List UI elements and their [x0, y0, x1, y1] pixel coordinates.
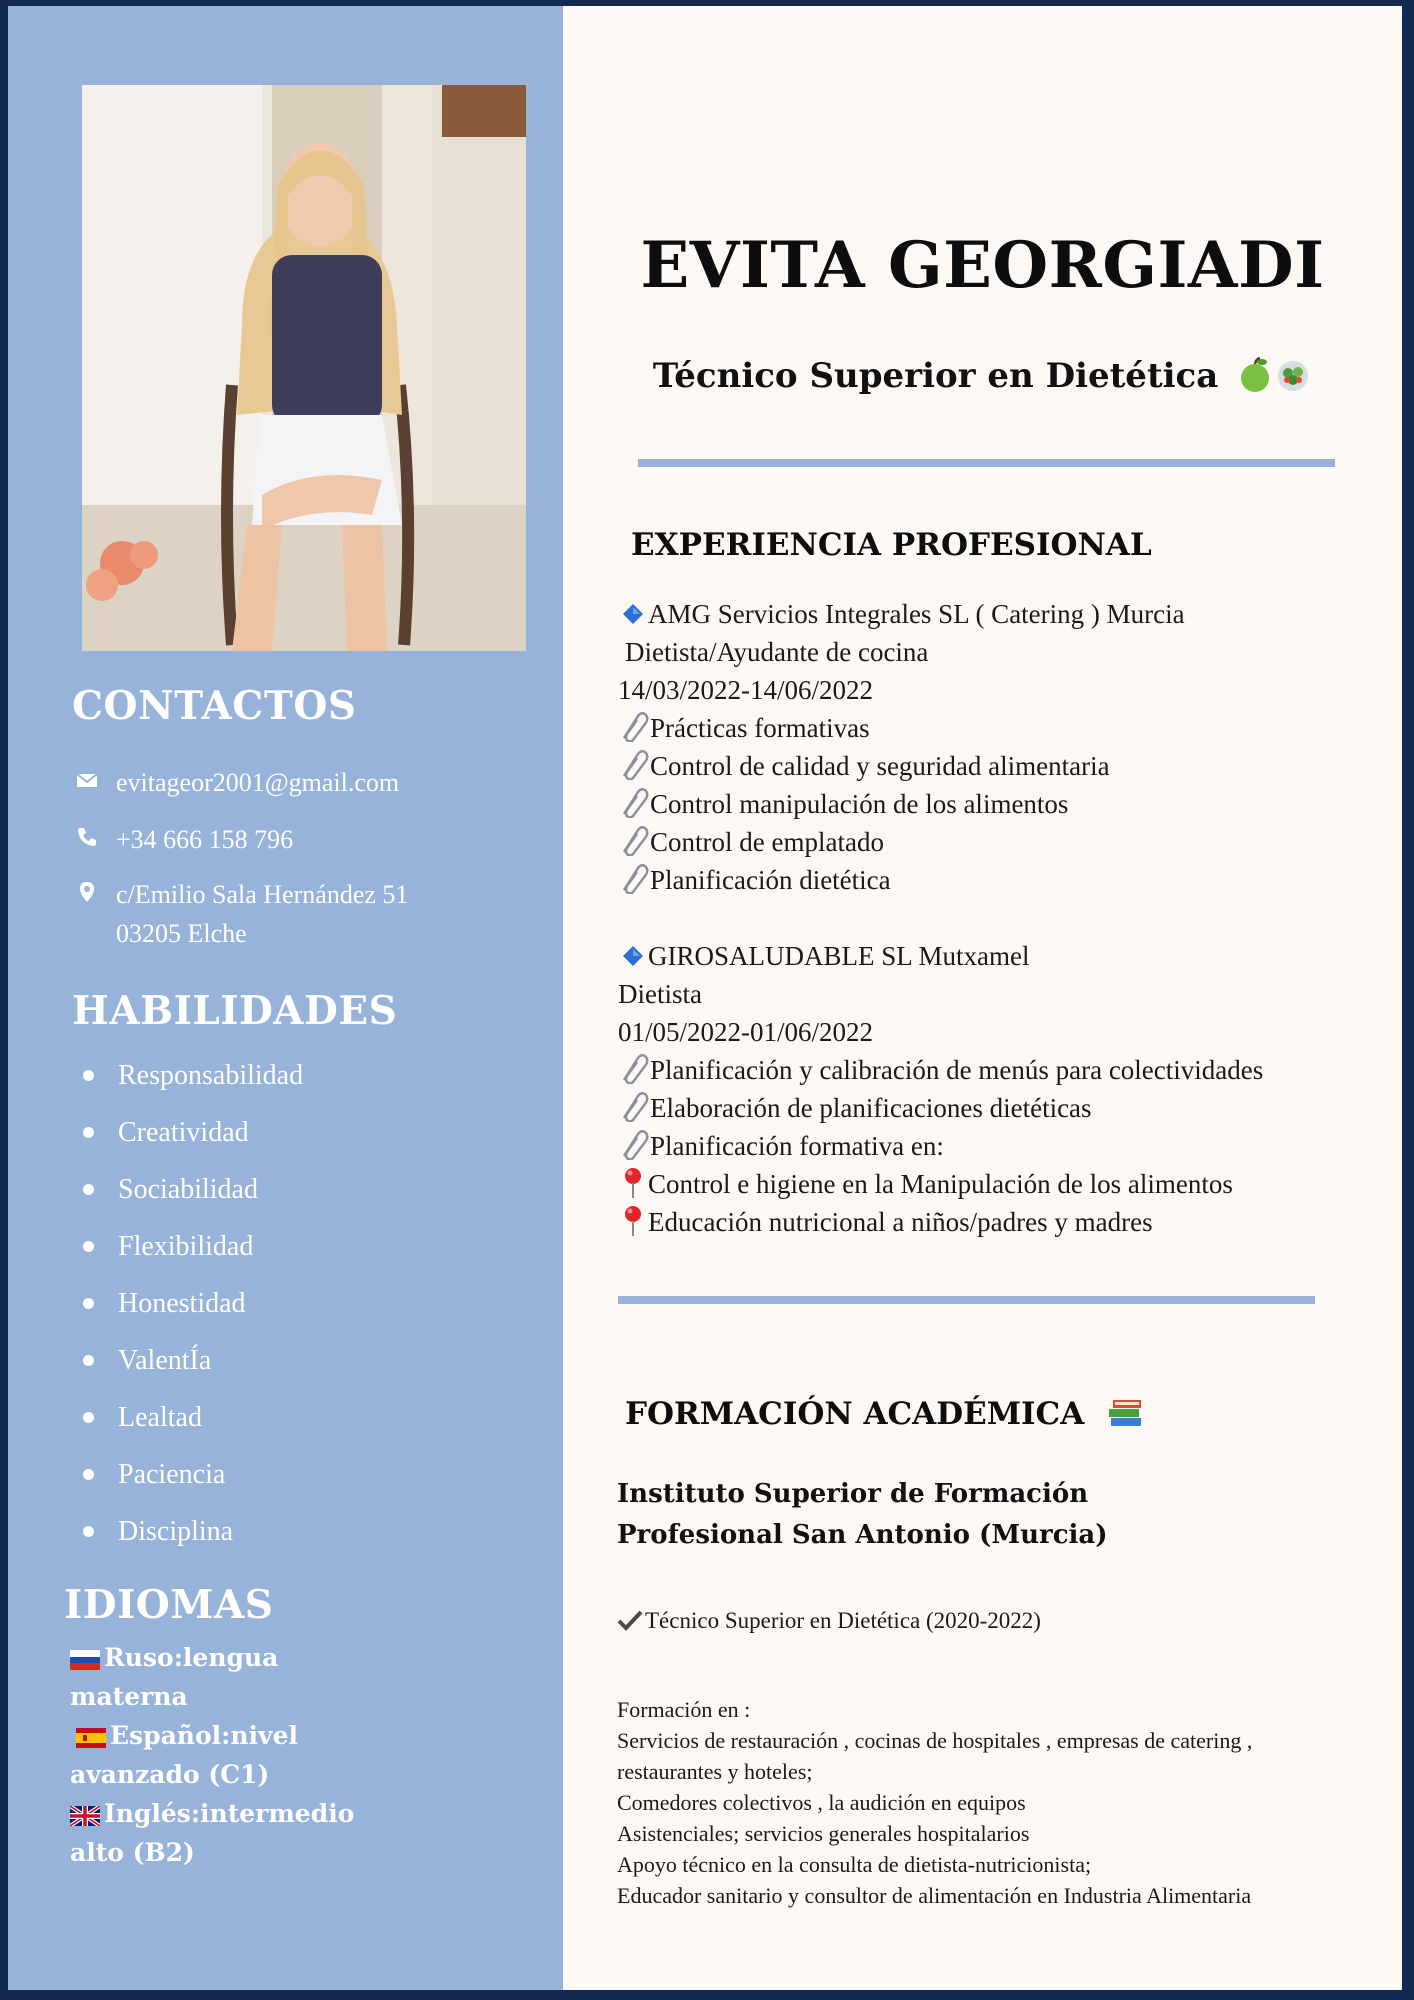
- training-line: Educador sanitario y consultor de alimentación en Industria Alimentaria: [617, 1883, 1252, 1908]
- job-task: Planificación dietética: [618, 861, 1185, 899]
- skill-item: Disciplina: [76, 1512, 303, 1569]
- job-company: GIROSALUDABLE SL Mutxamel: [618, 937, 1263, 975]
- blue-diamond-icon: [622, 603, 644, 625]
- candidate-name: EVITA GEORGIADI: [640, 228, 1325, 303]
- job-girosaludable: [618, 937, 1263, 1241]
- mail-icon: [76, 769, 98, 791]
- job-role: Dietista/Ayudante de cocina: [625, 637, 929, 667]
- job-subtask: Control e higiene en la Manipulación de los alimentos: [618, 1165, 1263, 1203]
- language-english: Inglés:intermedio alto (B2): [70, 1799, 355, 1867]
- skill-item: ValentÍa: [76, 1341, 303, 1398]
- paperclip-icon: [618, 1092, 650, 1122]
- profile-photo-illustration: [82, 85, 526, 651]
- sidebar: [8, 6, 563, 1990]
- skill-item: Lealtad: [76, 1398, 303, 1455]
- experience-heading: EXPERIENCIA PROFESIONAL: [631, 527, 1152, 563]
- job-amg: [618, 595, 1185, 899]
- bullet-icon: [83, 1469, 94, 1480]
- contacts-heading: CONTACTOS: [72, 683, 357, 729]
- bullet-icon: [83, 1241, 94, 1252]
- job-company: AMG Servicios Integrales SL ( Catering ) Murcia: [618, 595, 1185, 633]
- bullet-icon: [83, 1070, 94, 1081]
- language-russian: Ruso:lengua materna: [70, 1643, 279, 1711]
- training-line: Apoyo técnico en la consulta de dietista-nutricionista;: [617, 1852, 1092, 1877]
- uk-flag-icon: [70, 1806, 100, 1826]
- address-line-1: c/Emilio Sala Hernández 51: [116, 880, 409, 909]
- paperclip-icon: [618, 788, 650, 818]
- job-dates: 01/05/2022-01/06/2022: [618, 1017, 873, 1047]
- address-line-2: 03205 Elche: [116, 919, 247, 948]
- pushpin-icon: [621, 1167, 645, 1199]
- training-line: Asistenciales; servicios generales hospitalarios: [617, 1821, 1030, 1846]
- books-icon: [1107, 1394, 1145, 1428]
- job-task: Planificación formativa en:: [618, 1127, 1263, 1165]
- job-task: Planificación y calibración de menús para colectividades: [618, 1051, 1263, 1089]
- phone-icon: [76, 826, 98, 848]
- training-description: [617, 1694, 1397, 1911]
- paperclip-icon: [618, 712, 650, 742]
- job-task: Control de calidad y seguridad alimentaria: [618, 747, 1185, 785]
- training-line: Comedores colectivos , la audición en equipos: [617, 1790, 1026, 1815]
- job-task: Elaboración de planificaciones dietéticas: [618, 1089, 1263, 1127]
- profile-photo: [82, 85, 526, 651]
- institution-name: Instituto Superior de Formación Profesional San Antonio (Murcia): [617, 1479, 1108, 1550]
- skill-item: Creatividad: [76, 1113, 303, 1170]
- paperclip-icon: [618, 1130, 650, 1160]
- paperclip-icon: [618, 1054, 650, 1084]
- russia-flag-icon: [70, 1650, 100, 1670]
- paperclip-icon: [618, 826, 650, 856]
- paperclip-icon: [618, 750, 650, 780]
- job-task: Prácticas formativas: [618, 709, 1185, 747]
- bullet-icon: [83, 1298, 94, 1309]
- salad-icon: [1274, 356, 1312, 394]
- main-content: [563, 6, 1402, 1990]
- skills-heading: HABILIDADES: [72, 988, 398, 1034]
- checkmark-icon: [617, 1609, 643, 1631]
- skill-item: Sociabilidad: [76, 1170, 303, 1227]
- job-role: Dietista: [618, 979, 702, 1009]
- skill-item: Flexibilidad: [76, 1227, 303, 1284]
- skills-list: [76, 1056, 303, 1569]
- degree-line: Técnico Superior en Dietética (2020-2022): [617, 1608, 1041, 1634]
- language-spanish: Español:nivel avanzado (C1): [70, 1721, 298, 1789]
- divider-line: [638, 459, 1335, 467]
- job-title: Técnico Superior en Dietética: [563, 356, 1402, 396]
- email-text: evitageor2001@gmail.com: [116, 768, 400, 797]
- pushpin-icon: [621, 1205, 645, 1237]
- languages-heading: IDIOMAS: [64, 1582, 274, 1628]
- phone-text: +34 666 158 796: [116, 825, 294, 854]
- bullet-icon: [83, 1184, 94, 1195]
- skill-item: Paciencia: [76, 1455, 303, 1512]
- training-line: Servicios de restauración , cocinas de hospitales , empresas de catering ,: [617, 1728, 1253, 1753]
- apple-icon: [1236, 356, 1274, 394]
- languages-list: [70, 1638, 540, 1872]
- job-task: Control manipulación de los alimentos: [618, 785, 1185, 823]
- job-dates: 14/03/2022-14/06/2022: [618, 675, 873, 705]
- bullet-icon: [83, 1412, 94, 1423]
- bullet-icon: [83, 1526, 94, 1537]
- education-heading: FORMACIÓN ACADÉMICA: [625, 1394, 1145, 1432]
- job-subtask: Educación nutricional a niños/padres y madres: [618, 1203, 1263, 1241]
- bullet-icon: [83, 1355, 94, 1366]
- divider-line: [618, 1296, 1315, 1304]
- job-task: Control de emplatado: [618, 823, 1185, 861]
- training-line: restaurantes y hoteles;: [617, 1759, 813, 1784]
- training-title: Formación en :: [617, 1697, 751, 1722]
- spain-flag-icon: [76, 1728, 106, 1748]
- paperclip-icon: [618, 864, 650, 894]
- skill-item: Honestidad: [76, 1284, 303, 1341]
- bullet-icon: [83, 1127, 94, 1138]
- blue-diamond-icon: [622, 945, 644, 967]
- skill-item: Responsabilidad: [76, 1056, 303, 1113]
- location-pin-icon: [76, 881, 98, 903]
- resume-page: [8, 6, 1402, 1990]
